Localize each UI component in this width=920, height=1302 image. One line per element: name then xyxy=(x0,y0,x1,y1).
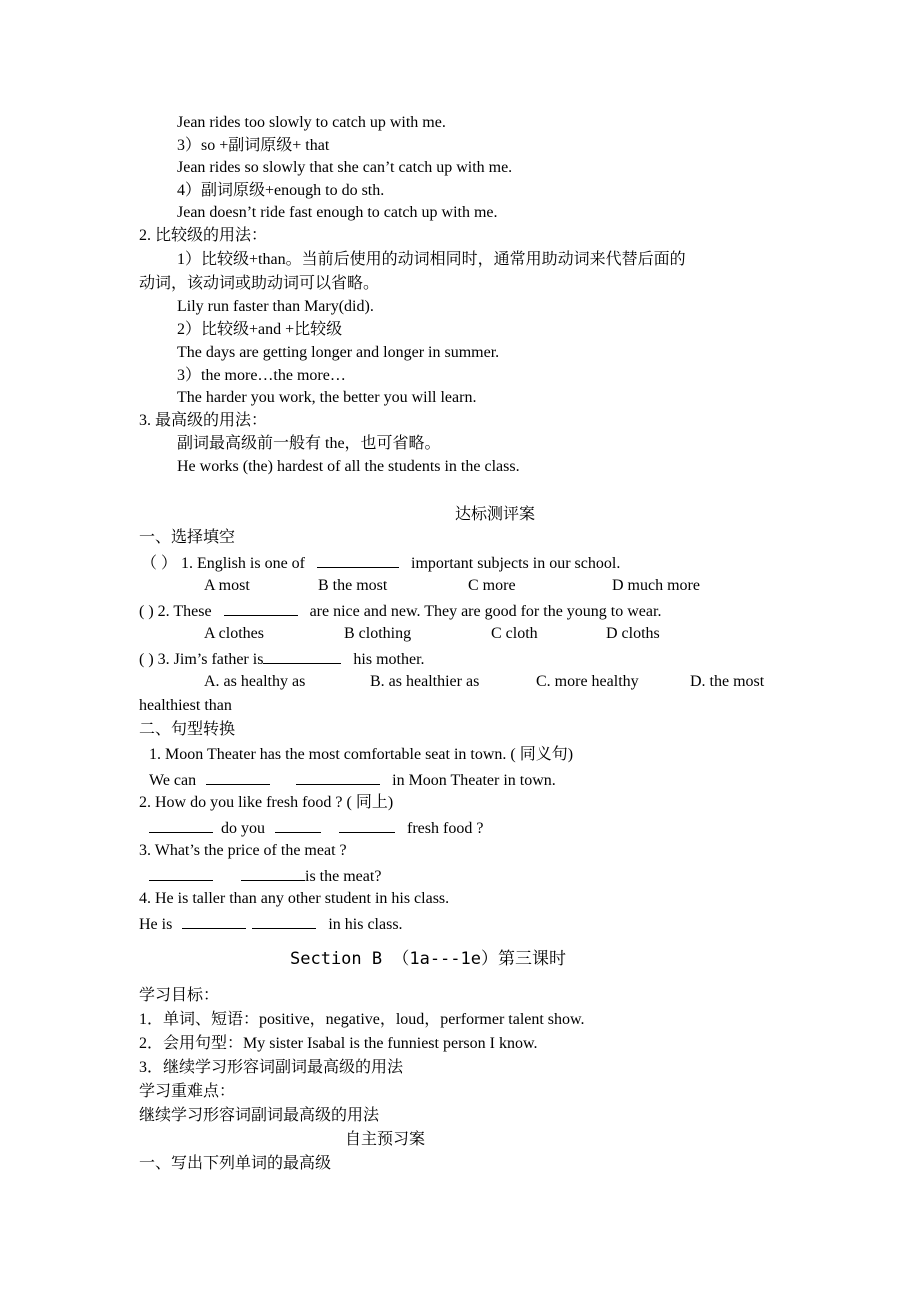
q1-option-a: A most xyxy=(204,577,250,594)
transform-4: 4. He is taller than any other student in his class. xyxy=(139,890,450,907)
comparative-heading: 2. 比较级的用法： xyxy=(139,227,268,244)
goal-1: 1．单词、短语：positive，negative，loud，performer talent show. xyxy=(139,1011,585,1028)
answer-paren: （ ） xyxy=(141,555,178,572)
q2-option-a: A clothes xyxy=(204,625,264,642)
q3-option-d: D. the most xyxy=(690,673,765,690)
superlative-example: He works (the) hardest of all the students in the class. xyxy=(177,458,520,475)
superlative-rule: 副词最高级前一般有 the，也可省略。 xyxy=(177,435,441,452)
answer-blank[interactable] xyxy=(263,648,341,664)
comparative-rule-2: 2）比较级+and +比较级 xyxy=(177,321,343,338)
comparative-rule-3: 3）the more…the more… xyxy=(177,367,346,384)
q2-option-d: D cloths xyxy=(606,625,660,642)
q3-option-d-cont: healthiest than xyxy=(139,697,232,714)
part2-heading: 二、句型转换 xyxy=(139,721,236,738)
comparative-example-2: The days are getting longer and longer in summer. xyxy=(177,344,500,361)
part1-heading: 一、选择填空 xyxy=(139,529,236,546)
transform-3-answer: is the meat? xyxy=(149,865,381,887)
transform-1-answer: We can in Moon Theater in town. xyxy=(149,769,556,791)
answer-paren: ( ) xyxy=(139,603,154,620)
rule-so-that: 3）so +副词原级+ that xyxy=(177,137,330,154)
question-2: ( ) 2. These are nice and new. They are good for the young to wear. xyxy=(139,600,661,622)
q2-option-b: B clothing xyxy=(344,625,412,642)
answer-blank[interactable] xyxy=(252,913,316,929)
q2-option-c: C cloth xyxy=(491,625,538,642)
answer-blank[interactable] xyxy=(206,769,270,785)
answer-blank[interactable] xyxy=(317,552,399,568)
answer-blank[interactable] xyxy=(224,600,298,616)
preview-title: 自主预习案 xyxy=(345,1131,426,1148)
superlative-heading: 3. 最高级的用法： xyxy=(139,412,268,429)
test-title: 达标测评案 xyxy=(455,506,536,523)
preview-question-1: 一、写出下列单词的最高级 xyxy=(139,1155,332,1172)
example-so-that: Jean rides so slowly that she can’t catch up with me. xyxy=(177,159,513,176)
q1-option-c: C more xyxy=(468,577,516,594)
transform-2: 2. How do you like fresh food ? ( 同上) xyxy=(139,794,394,811)
q1-option-b: B the most xyxy=(318,577,388,594)
difficulty-label: 学习重难点： xyxy=(139,1083,236,1100)
answer-blank[interactable] xyxy=(149,817,213,833)
q1-option-d: D much more xyxy=(612,577,700,594)
example-enough: Jean doesn’t ride fast enough to catch up with me. xyxy=(177,204,498,221)
transform-1: 1. Moon Theater has the most comfortable seat in town. ( 同义句) xyxy=(149,746,574,763)
transform-4-answer: He is in his class. xyxy=(139,913,403,935)
q3-option-a: A. as healthy as xyxy=(204,673,306,690)
goal-2: 2．会用句型：My sister Isabal is the funniest person I know. xyxy=(139,1035,538,1052)
question-3: ( ) 3. Jim’s father is his mother. xyxy=(139,648,425,670)
answer-paren: ( ) xyxy=(139,651,154,668)
transform-2-answer: do you fresh food ? xyxy=(149,817,483,839)
goals-label: 学习目标： xyxy=(139,987,220,1004)
answer-blank[interactable] xyxy=(339,817,395,833)
answer-blank[interactable] xyxy=(296,769,380,785)
answer-blank[interactable] xyxy=(149,865,213,881)
difficulty-text: 继续学习形容词副词最高级的用法 xyxy=(139,1107,380,1124)
answer-blank[interactable] xyxy=(275,817,321,833)
comparative-example-3: The harder you work, the better you will learn. xyxy=(177,389,477,406)
q3-option-b: B. as healthier as xyxy=(370,673,480,690)
transform-3: 3. What’s the price of the meat ? xyxy=(139,842,347,859)
q3-option-c: C. more healthy xyxy=(536,673,639,690)
question-1: （ ） 1. English is one of important subjects in our school. xyxy=(141,552,620,574)
comparative-example-1: Lily run faster than Mary(did). xyxy=(177,298,374,315)
rule-enough: 4）副词原级+enough to do sth. xyxy=(177,182,385,199)
comparative-rule-1a: 1）比较级+than。当前后使用的动词相同时，通常用助动词来代替后面的 xyxy=(177,251,686,268)
goal-3: 3．继续学习形容词副词最高级的用法 xyxy=(139,1059,404,1076)
section-b-title: Section B （1a---1e）第三课时 xyxy=(290,949,566,969)
comparative-rule-1b: 动词，该动词或助动词可以省略。 xyxy=(139,275,380,292)
answer-blank[interactable] xyxy=(182,913,246,929)
example-too-slowly: Jean rides too slowly to catch up with me. xyxy=(177,114,446,131)
answer-blank[interactable] xyxy=(241,865,305,881)
